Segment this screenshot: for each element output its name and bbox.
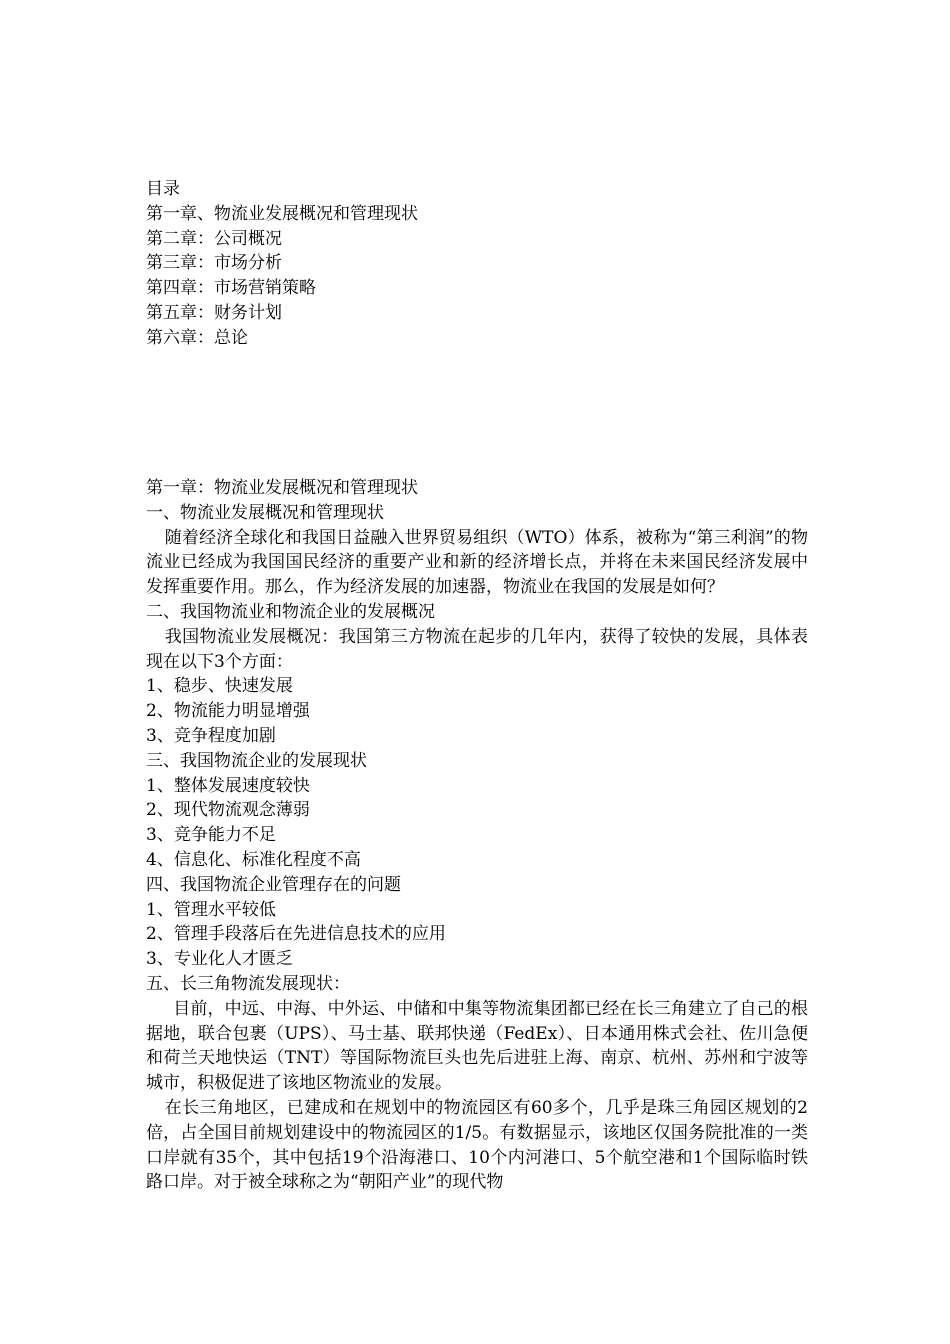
paragraph: 在长三角地区，已建成和在规划中的物流园区有60多个，几乎是珠三角园区规划的2倍，占全国目前规划建设中的物流园区的1/5。有数据显示，该地区仅国务院批准的一类口岸就有35个，其中包括19个沿海港口、10个内河港口、5个航空港和1个国际临时铁路口岸。对于被全球称之为“朝阳产业”的现代物 [146,1097,808,1193]
toc-item: 第四章：市场营销策略 [146,278,316,299]
list-item: 1、稳步、快速发展 [146,676,293,697]
list-item: 3、竞争能力不足 [146,825,276,846]
toc-item: 第六章：总论 [146,327,248,348]
chapter-title: 第一章：物流业发展概况和管理现状 [146,478,418,498]
list-item: 3、专业化人才匮乏 [146,949,293,970]
list-item: 1、管理水平较低 [146,899,276,920]
section-heading: 三、我国物流企业的发展现状 [146,750,367,771]
paragraph: 目前，中远、中海、中外运、中储和中集等物流集团都已经在长三角建立了自己的根据地，联合包裹（UPS）、马士基、联邦快递（FedEx）、日本通用株式会社、佐川急便和荷兰天地快运（TNT）等国际物流巨头也先后进驻上海、南京、杭州、苏州和宁波等城市，积极促进了该地区物流业的发展。 [146,998,808,1094]
list-item: 2、现代物流观念薄弱 [146,800,310,821]
toc-item: 第一章、物流业发展概况和管理现状 [146,203,418,224]
section-heading: 四、我国物流企业管理存在的问题 [146,874,401,895]
section-heading: 一、物流业发展概况和管理现状 [146,502,384,523]
toc-item: 第五章：财务计划 [146,302,282,323]
section-heading: 二、我国物流业和物流企业的发展概况 [146,601,435,622]
toc-title: 目录 [146,179,180,199]
toc-item: 第三章：市场分析 [146,253,282,274]
section-heading: 五、长三角物流发展现状： [146,973,350,994]
paragraph: 我国物流业发展概况：我国第三方物流在起步的几年内，获得了较快的发展，具体表现在以下3个方面： [146,626,808,672]
paragraph: 随着经济全球化和我国日益融入世界贸易组织（WTO）体系，被称为“第三利润”的物流业已经成为我国国民经济的重要产业和新的经济增长点，并将在未来国民经济发展中发挥重要作用。那么，作为经济发展的加速器，物流业在我国的发展是如何？ [146,527,808,598]
list-item: 3、竞争程度加剧 [146,725,276,746]
toc-item: 第二章：公司概况 [146,228,282,249]
list-item: 4、信息化、标准化程度不高 [146,849,361,870]
list-item: 2、物流能力明显增强 [146,701,310,722]
chapter-one-body [146,476,808,1195]
list-item: 1、整体发展速度较快 [146,775,310,796]
list-item: 2、管理手段落后在先进信息技术的应用 [146,924,446,945]
table-of-contents [146,177,806,351]
